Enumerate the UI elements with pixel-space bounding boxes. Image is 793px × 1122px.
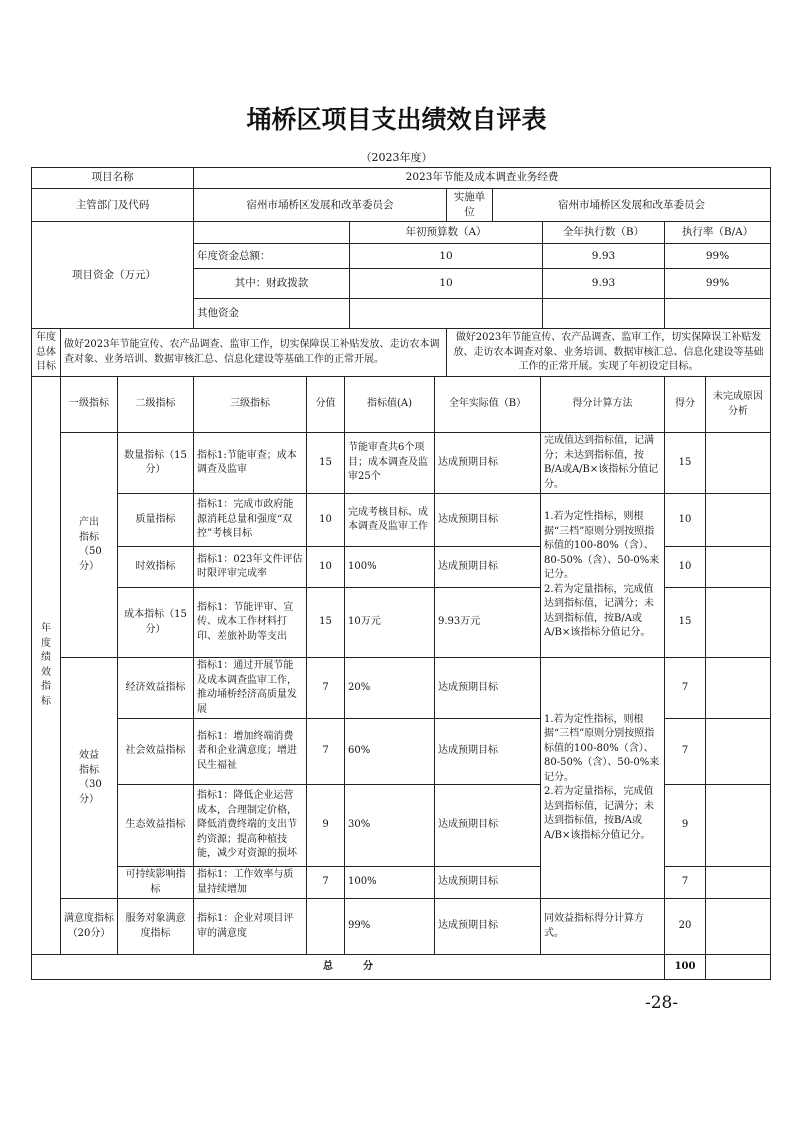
col-header: 未完成原因分析 [706, 377, 771, 433]
actual-value: 9.93万元 [435, 588, 541, 658]
score-value: 10 [307, 547, 345, 588]
level2-indicator: 时效指标 [118, 547, 194, 588]
actual-value: 达成预期目标 [435, 719, 541, 785]
reason-cell [706, 785, 771, 867]
reason-cell [706, 658, 771, 719]
score-obtained: 15 [665, 588, 706, 658]
score-obtained: 15 [665, 433, 706, 494]
level3-indicator: 指标1：企业对项目评审的满意度 [194, 899, 307, 955]
level3-indicator: 指标1：工作效率与质量持续增加 [194, 867, 307, 899]
col-header: 得分计算方法 [541, 377, 665, 433]
goal-actual: 做好2023年节能宣传、农产品调查、监审工作，切实保障误工补贴发放、走访农本调查对象、业务培训、数据审核汇总、信息化建设等基础工作的正常开展。实现了年初设定目标。 [447, 329, 771, 377]
funds-row-name: 其他资金 [194, 299, 350, 329]
page-title: 埇桥区项目支出绩效自评表 [246, 105, 547, 134]
funds-row-name: 其中：财政拨款 [194, 269, 350, 299]
level2-indicator: 成本指标（15分） [118, 588, 194, 658]
funds-header-b: 全年执行数（B） [543, 222, 665, 244]
actual-value: 达成预期目标 [435, 658, 541, 719]
performance-table [31, 376, 771, 980]
score-obtained: 10 [665, 547, 706, 588]
level1-indicator: 效益指标（30分） [61, 658, 118, 899]
year-label: （2023年度） [360, 151, 433, 164]
score-value: 15 [307, 588, 345, 658]
funds-label: 项目资金（万元） [32, 222, 194, 329]
target-value: 99% [345, 899, 435, 955]
actual-value: 达成预期目标 [435, 547, 541, 588]
funds-rate: 99% [665, 244, 771, 269]
goal-planned: 做好2023年节能宣传、农产品调查、监审工作，切实保障误工补贴发放、走访农本调查对象、业务培训、数据审核汇总、信息化建设等基础工作的正常开展。 [61, 329, 447, 377]
level1-indicator: 产出指标（50分） [61, 433, 118, 658]
score-value [307, 899, 345, 955]
reason-cell [706, 547, 771, 588]
impl-label: 实施单位 [447, 189, 493, 222]
actual-value: 达成预期目标 [435, 494, 541, 547]
total-label: 总 分 [32, 955, 665, 980]
level2-indicator: 生态效益指标 [118, 785, 194, 867]
col-header: 得分 [665, 377, 706, 433]
level2-indicator: 可持续影响指标 [118, 867, 194, 899]
funds-rate [665, 299, 771, 329]
target-value: 20% [345, 658, 435, 719]
reason-cell [706, 899, 771, 955]
level3-indicator: 指标1：023年文件评估时限评审完成率 [194, 547, 307, 588]
project-name: 2023年节能及成本调查业务经费 [194, 168, 771, 189]
level2-indicator: 经济效益指标 [118, 658, 194, 719]
target-value: 60% [345, 719, 435, 785]
target-value: 10万元 [345, 588, 435, 658]
indicator-row [32, 658, 771, 719]
score-obtained: 7 [665, 719, 706, 785]
funds-header-rate: 执行率（B/A） [665, 222, 771, 244]
col-header: 指标值(A) [345, 377, 435, 433]
level3-indicator: 指标1：节能评审、宣传、成本工作材料打印、差旅补助等支出 [194, 588, 307, 658]
col-header: 二级指标 [118, 377, 194, 433]
level2-indicator: 服务对象满意度指标 [118, 899, 194, 955]
actual-value: 达成预期目标 [435, 433, 541, 494]
goal-label: 年度总体目标 [32, 329, 61, 377]
score-obtained: 7 [665, 867, 706, 899]
dept-label: 主管部门及代码 [32, 189, 194, 222]
scoring-method: 完成值达到指标值，记满分；未达到指标值，按B/A或A/B×该指标分值记分。 [541, 433, 665, 494]
total-score: 100 [665, 955, 706, 980]
level1-indicator: 满意度指标（20分） [61, 899, 118, 955]
score-obtained: 9 [665, 785, 706, 867]
level3-indicator: 指标1：通过开展节能及成本调查监审工作，推动埇桥经济高质量发展 [194, 658, 307, 719]
col-header: 一级指标 [61, 377, 118, 433]
score-obtained: 10 [665, 494, 706, 547]
col-header: 三级指标 [194, 377, 307, 433]
score-obtained: 7 [665, 658, 706, 719]
indicator-row [32, 433, 771, 494]
reason-cell [706, 433, 771, 494]
level2-indicator: 质量指标 [118, 494, 194, 547]
reason-cell [706, 494, 771, 547]
funds-b: 9.93 [543, 269, 665, 299]
level3-indicator: 指标1：增加终端消费者和企业满意度；增进民生福祉 [194, 719, 307, 785]
level3-indicator: 指标1：降低企业运营成本，合理制定价格，降低消费终端的支出节约资源；提高种植技能，减少对资源的损坏 [194, 785, 307, 867]
reason-cell [706, 867, 771, 899]
perf-label: 年度绩效指标 [32, 377, 61, 955]
target-value: 100% [345, 867, 435, 899]
funds-a: 10 [350, 244, 543, 269]
funds-rate: 99% [665, 269, 771, 299]
level2-indicator: 数量指标（15分） [118, 433, 194, 494]
level2-indicator: 社会效益指标 [118, 719, 194, 785]
funds-row-name: 年度资金总额： [194, 244, 350, 269]
target-value: 节能审查共6个项目；成本调查及监审25个 [345, 433, 435, 494]
funds-header-a: 年初预算数（A） [350, 222, 543, 244]
indicator-row [32, 494, 771, 547]
score-value: 7 [307, 867, 345, 899]
score-value: 10 [307, 494, 345, 547]
actual-value: 达成预期目标 [435, 867, 541, 899]
level3-indicator: 指标1:节能审查；成本调查及监审 [194, 433, 307, 494]
dept: 宿州市埇桥区发展和改革委员会 [194, 189, 447, 222]
empty-cell [194, 222, 350, 244]
col-header: 全年实际值（B） [435, 377, 541, 433]
scoring-method: 1.若为定性指标，则根据“三档”原则分别按照指标值的100-80%（含）、80-50%（含）、50-0%来记分。 2.若为定量指标，完成值达到指标值，记满分；未达到指标值，按B/A或A/B×该指标分值记分。 [541, 658, 665, 899]
score-value: 7 [307, 719, 345, 785]
level3-indicator: 指标1：完成市政府能源消耗总量和强度“双控”考核目标 [194, 494, 307, 547]
impl: 宿州市埇桥区发展和改革委员会 [493, 189, 771, 222]
score-value: 7 [307, 658, 345, 719]
page-number: -28- [645, 993, 679, 1013]
project-info-table [31, 167, 771, 377]
score-value: 15 [307, 433, 345, 494]
target-value: 30% [345, 785, 435, 867]
score-value: 9 [307, 785, 345, 867]
project-name-label: 项目名称 [32, 168, 194, 189]
scoring-method: 同效益指标得分计算方式。 [541, 899, 665, 955]
score-obtained: 20 [665, 899, 706, 955]
funds-a: 10 [350, 269, 543, 299]
col-header: 分值 [307, 377, 345, 433]
funds-b [543, 299, 665, 329]
target-value: 100% [345, 547, 435, 588]
target-value: 完成考核目标、成本调查及监审工作 [345, 494, 435, 547]
funds-a [350, 299, 543, 329]
indicator-row [32, 899, 771, 955]
reason-cell [706, 588, 771, 658]
actual-value: 达成预期目标 [435, 785, 541, 867]
reason-cell [706, 719, 771, 785]
actual-value: 达成预期目标 [435, 899, 541, 955]
funds-b: 9.93 [543, 244, 665, 269]
empty-cell [706, 955, 771, 980]
scoring-method: 1.若为定性指标，则根据“三档”原则分别按照指标值的100-80%（含）、80-50%（含）、50-0%来记分。 2.若为定量指标，完成值达到指标值，记满分；未达到指标值，按B/A或A/B×该指标分值记分。 [541, 494, 665, 658]
